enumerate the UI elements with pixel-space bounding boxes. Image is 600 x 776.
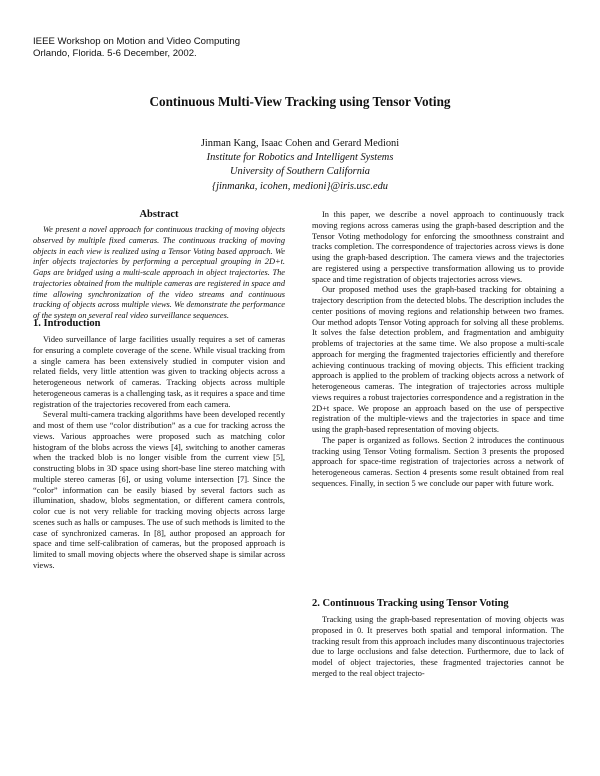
right-paragraph-1: In this paper, we describe a novel approach to continuously track moving regions across cameras using the graph-based description and the Tensor Voting methodology for enforcing the smoothness constraint and tracks completion. The correspondence of trajectories across views is done using the graph-based description. The camera views and the trajectories are registered using a perspective transformation allowing us to provide space and time registration of objects trajectories across views. [312,210,564,284]
intro-paragraph-2: Several multi-camera tracking algorithms have been developed recently and most of them use “color distribution” as a cue for tracking across the views. Various approaches were proposed such as matching color histogram of the blobs across the views [4], switching to another cameras when the tracked blob is no longer visible from the current view [5], constructing blobs in 3D space using short-base line stereo matching with multiple stereo cameras [6], or using volume intersection [7]. Since the “color” information can be easily biased by several factors such as illumination, shadow, blobs segmentation, or different camera controls, color cue is not very reliable for tracking moving objects across large scenes such as halls or campuses. The use of such methods is limited to the case of synchronized cameras. In [8], author proposed an approach for space and time self-calibration of cameras, but the proposed approach is limited to small moving objects where the observed shape is similar across views. [33,410,285,570]
paper-title: Continuous Multi-View Tracking using Tensor Voting [149,94,451,109]
introduction-body [33,335,285,572]
section-2-paragraph-1: Tracking using the graph-based representation of moving objects was proposed in 0. It preserves both spatial and temporal information. The tracking result from this approach includes many discontinuous trajectories due to large occlusions and false detection. Furthermore, due to lack of model of object trajectories, these fragmented trajectories cannot be merged to the real object trajecto- [312,615,564,678]
intro-paragraph-1: Video surveillance of large facilities usually requires a set of cameras for ensuring a complete coverage of the scene. While visual tracking from a single camera has been extensively studied in computer vision and related fields, very little attention was given to tracking objects across a heterogeneous network of cameras. Tracking objects across multiple heterogeneous cameras is a challenging task, as it requires a space and time registration of the trajectories recovered from each camera. [33,335,285,409]
author-emails: {jinmanka, icohen, medioni}@iris.usc.edu [211,180,388,192]
venue-line-1: IEEE Workshop on Motion and Video Computing [33,36,241,47]
author-university: University of Southern California [230,166,370,178]
author-block [0,137,600,194]
introduction-heading: 1. Introduction [33,318,101,329]
author-names: Jinman Kang, Isaac Cohen and Gerard Medioni [200,138,400,149]
right-paragraph-3: The paper is organized as follows. Section 2 introduces the continuous tracking using Tensor Voting formalism. Section 3 presents the proposed approach for space-time registration of trajectories across a network of heterogeneous cameras. Section 4 presents some result obtained from real sequences. Finally, in section 5 we conclude our paper with future work. [312,435,564,488]
right-column-body [312,210,564,490]
abstract-heading: Abstract [139,209,179,220]
venue-line-2: Orlando, Florida. 5-6 December, 2002. [33,47,197,59]
author-affiliation: Institute for Robotics and Intelligent Systems [206,152,394,164]
section-2-body [312,615,564,680]
right-paragraph-2: Our proposed method uses the graph-based tracking for obtaining a trajectory description from the detected blobs. The description includes the center positions of moving regions and relationship between two frames. Our method adopts Tensor Voting approach for solving all these problems. It solves the false detection problem, and fragmentation and ambiguity problems of trajectories at the same time. We also propose a multi-scale approach for merging the fragmented trajectories efficiently and therefore achieving continuous tracking of moving objects. This efficient tracking approach is applied to the problem of tracking objects across a network of heterogeneous cameras. The integration of trajectories across multiple views requires a robust trajectories correspondence and a registration in the 2D+t space. We propose an approach based on the use of perspective registration of the multiple-views and the trajectories in space and time using the graph-based representation of moving objects. [312,285,564,434]
abstract-body [33,225,285,322]
abstract-text: We present a novel approach for continuous tracking of moving objects observed by multiple fixed cameras. The continuous tracking of moving objects in each view is realized using a Tensor Voting based approach. We infer objects trajectories by performing a perceptual grouping in 2D+t. Gaps are bridged using a multi-scale approach in object trajectories. The trajectories obtained from the multiple cameras are registered in space and time allowing synchronization of the video streams and continuous tracking of objects across multiple views. We demonstrate the performance of the system on several real video surveillance sequences. [33,225,285,320]
venue-header [33,36,240,59]
section-2-heading: 2. Continuous Tracking using Tensor Voting [312,598,509,609]
